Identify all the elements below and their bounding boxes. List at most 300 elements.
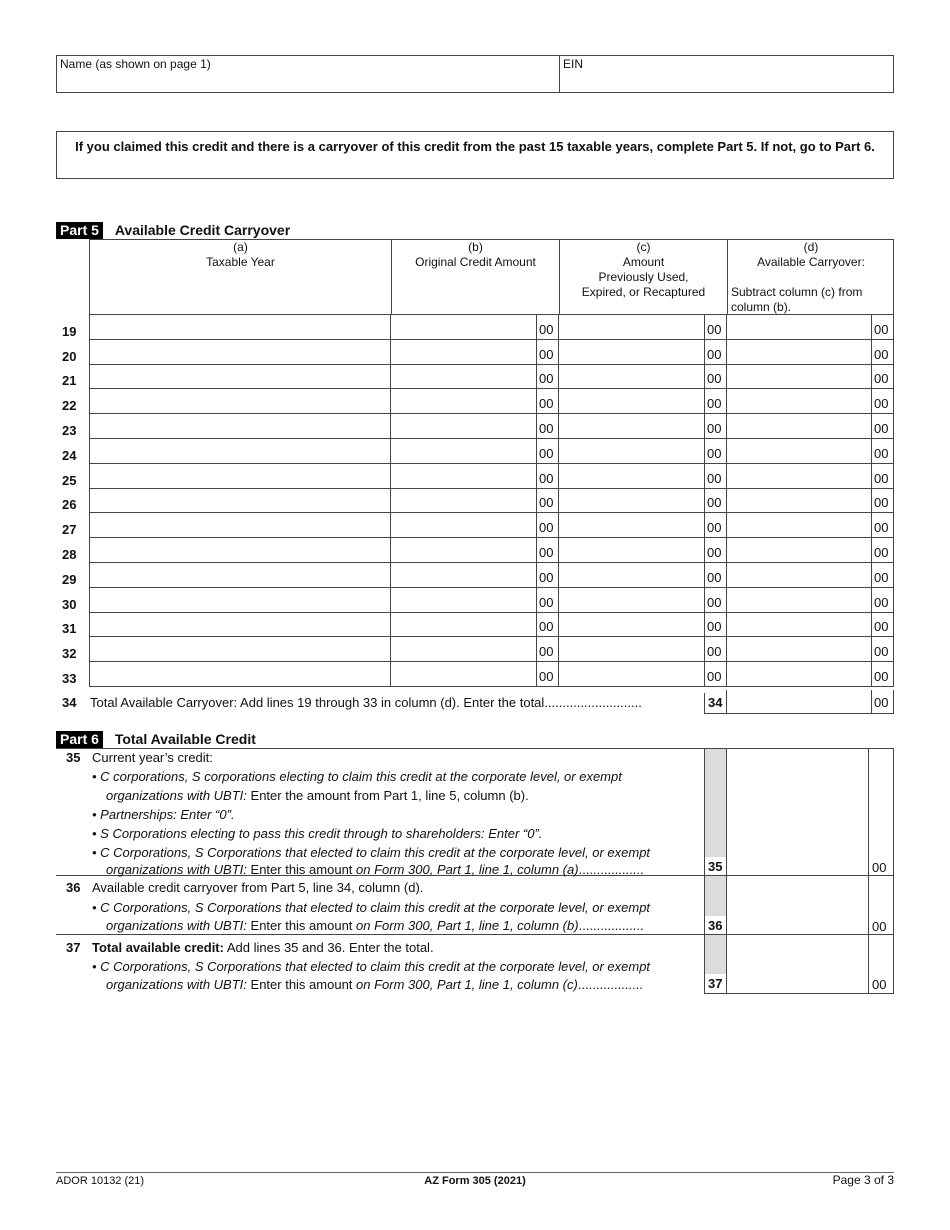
original-credit-input[interactable] — [394, 442, 534, 464]
text: Enter this amount — [246, 918, 357, 933]
cents-label: 00 — [539, 520, 554, 535]
cents-label: 00 — [874, 669, 889, 684]
cents-divider — [871, 588, 872, 613]
text: Enter this amount — [246, 862, 357, 877]
column-divider — [390, 662, 391, 687]
cents-divider — [536, 662, 537, 687]
amount-used-input[interactable] — [562, 665, 702, 687]
line-number: 31 — [62, 621, 77, 636]
table-row — [0, 389, 950, 414]
part6-box-left — [704, 748, 705, 994]
column-divider — [390, 464, 391, 489]
part5-label: Part 5 — [56, 222, 103, 239]
column-divider — [89, 464, 90, 489]
original-credit-input[interactable] — [394, 367, 534, 389]
column-divider — [893, 662, 894, 687]
original-credit-input[interactable] — [394, 541, 534, 563]
column-divider — [89, 513, 90, 538]
column-letter: (a) — [233, 240, 248, 254]
taxable-year-input[interactable] — [93, 640, 387, 662]
original-credit-input[interactable] — [394, 566, 534, 588]
name-ein-box — [56, 55, 894, 93]
amount-used-input[interactable] — [562, 343, 702, 365]
cents-label: 00 — [707, 669, 722, 684]
column-divider — [558, 662, 559, 687]
table-row — [0, 439, 950, 464]
line-34-row — [0, 690, 950, 714]
cents-divider — [704, 489, 705, 513]
column-divider — [390, 439, 391, 464]
taxable-year-input[interactable] — [93, 367, 387, 389]
cents-label: 00 — [707, 619, 722, 634]
column-divider — [390, 315, 391, 340]
cents-label: 00 — [874, 495, 889, 510]
column-divider — [893, 464, 894, 489]
cents-label: 00 — [539, 371, 554, 386]
cents-divider — [704, 315, 705, 340]
part6-box-right — [726, 748, 727, 994]
cents-divider — [704, 365, 705, 389]
line-37-amount-input[interactable] — [729, 970, 868, 992]
italic-text: organizations with UBTI: — [106, 788, 247, 803]
line-number: 26 — [62, 497, 77, 512]
italic-text: organizations with UBTI: — [106, 918, 247, 933]
taxable-year-input[interactable] — [93, 541, 387, 563]
cents-label: 00 — [874, 322, 889, 337]
column-divider — [726, 414, 727, 439]
cents-divider — [704, 439, 705, 464]
column-divider — [558, 538, 559, 563]
cents-divider — [536, 365, 537, 389]
line-number: 28 — [62, 547, 77, 562]
taxable-year-input[interactable] — [93, 343, 387, 365]
column-divider — [89, 315, 90, 340]
line-35-bullet-3: • S Corporations electing to pass this credit through to shareholders: Enter “0”. — [92, 826, 543, 841]
table-row — [0, 513, 950, 538]
available-carryover-input[interactable] — [730, 442, 870, 464]
taxable-year-input[interactable] — [93, 615, 387, 637]
cents-label: 00 — [872, 860, 887, 875]
column-divider — [390, 637, 391, 662]
cents-divider — [704, 538, 705, 563]
amount-used-input[interactable] — [562, 467, 702, 489]
column-letter: (b) — [468, 240, 483, 254]
cents-label: 00 — [707, 471, 722, 486]
original-credit-input[interactable] — [394, 417, 534, 439]
cents-divider — [704, 414, 705, 439]
text: Enter this amount — [246, 977, 357, 992]
line-36-shade — [705, 876, 726, 916]
column-divider — [893, 414, 894, 439]
line-number: 33 — [62, 671, 77, 686]
column-label: Previously Used, — [598, 270, 689, 284]
original-credit-input[interactable] — [394, 640, 534, 662]
cents-label: 00 — [874, 619, 889, 634]
column-divider — [558, 414, 559, 439]
amount-used-input[interactable] — [562, 640, 702, 662]
column-divider — [726, 489, 727, 513]
amount-used-input[interactable] — [562, 541, 702, 563]
table-row — [0, 340, 950, 365]
footer-rule — [56, 1172, 894, 1173]
column-divider — [893, 538, 894, 563]
available-carryover-input[interactable] — [730, 417, 870, 439]
column-label: column (b). — [731, 300, 792, 314]
cents-label: 00 — [707, 495, 722, 510]
amount-used-input[interactable] — [562, 318, 702, 340]
table-row — [0, 315, 950, 340]
available-carryover-input[interactable] — [730, 640, 870, 662]
box-bottom — [704, 713, 726, 714]
cents-label: 00 — [707, 545, 722, 560]
column-divider — [726, 365, 727, 389]
available-carryover-input[interactable] — [730, 491, 870, 513]
cents-divider — [871, 439, 872, 464]
taxable-year-input[interactable] — [93, 665, 387, 687]
cents-divider — [704, 464, 705, 489]
amount-used-input[interactable] — [562, 491, 702, 513]
column-divider — [390, 340, 391, 365]
italic-text: organizations with UBTI: — [106, 862, 247, 877]
available-carryover-input[interactable] — [730, 665, 870, 687]
text: Enter the amount from Part 1, line 5, column (b). — [246, 788, 529, 803]
cents-divider — [871, 365, 872, 389]
cents-label: 00 — [707, 570, 722, 585]
column-divider — [726, 613, 727, 637]
column-b-header — [391, 240, 559, 314]
column-divider — [558, 563, 559, 588]
column-divider — [390, 588, 391, 613]
line-37-bullet-1-cont — [106, 977, 643, 992]
part6-label: Part 6 — [56, 731, 103, 748]
column-divider — [89, 439, 90, 464]
cents-divider — [536, 489, 537, 513]
cents-label: 00 — [539, 322, 554, 337]
italic-text: on Form 300, Part 1, line 1, column (b) — [356, 918, 579, 933]
column-divider — [89, 563, 90, 588]
cents-label: 00 — [707, 520, 722, 535]
table-row — [0, 414, 950, 439]
column-divider — [726, 389, 727, 414]
column-divider — [893, 637, 894, 662]
column-divider — [893, 365, 894, 389]
original-credit-input[interactable] — [394, 343, 534, 365]
box-divider — [704, 693, 705, 713]
column-divider — [558, 464, 559, 489]
cents-divider — [536, 513, 537, 538]
line-35-amount-input[interactable] — [729, 853, 868, 875]
line-number: 35 — [66, 750, 81, 765]
line-37-bullet-1: • C Corporations, S Corporations that elected to claim this credit at the corporate level, or exempt — [92, 959, 651, 974]
available-carryover-input[interactable] — [730, 367, 870, 389]
column-divider — [893, 315, 894, 340]
cents-label: 00 — [874, 520, 889, 535]
part5-header — [56, 222, 290, 239]
part5-title: Available Credit Carryover — [114, 222, 291, 238]
italic-text: organizations with UBTI: — [106, 977, 247, 992]
cents-divider — [536, 563, 537, 588]
part6-right-border — [893, 748, 894, 994]
column-divider — [558, 489, 559, 513]
ein-label: EIN — [563, 57, 584, 71]
row-underline — [89, 686, 894, 687]
taxable-year-input[interactable] — [93, 318, 387, 340]
line-36-head: Available credit carryover from Part 5, line 34, column (d). — [92, 880, 424, 895]
cents-label: 00 — [874, 595, 889, 610]
amount-used-input[interactable] — [562, 516, 702, 538]
part6-header — [56, 731, 256, 748]
column-c-header — [559, 240, 727, 314]
column-divider — [390, 613, 391, 637]
leader-dots: .................. — [577, 977, 643, 992]
available-carryover-input[interactable] — [730, 591, 870, 613]
column-divider — [558, 315, 559, 340]
cents-divider — [536, 588, 537, 613]
line-35-bullet-1-cont — [106, 788, 529, 803]
taxable-year-input[interactable] — [93, 442, 387, 464]
taxable-year-input[interactable] — [93, 566, 387, 588]
text: Add lines 35 and 36. Enter the total. — [223, 940, 434, 955]
line-35-bullet-1: • C corporations, S corporations electing to claim this credit at the corporate level, or exempt — [92, 769, 622, 784]
taxable-year-input[interactable] — [93, 417, 387, 439]
cents-label: 00 — [874, 396, 889, 411]
original-credit-input[interactable] — [394, 591, 534, 613]
column-divider — [89, 489, 90, 513]
line-34-amount-input[interactable] — [730, 692, 870, 714]
column-divider — [726, 588, 727, 613]
column-divider — [893, 389, 894, 414]
original-credit-input[interactable] — [394, 392, 534, 414]
cents-divider — [871, 340, 872, 365]
column-label: Original Credit Amount — [415, 255, 536, 269]
cents-divider — [536, 538, 537, 563]
cents-label: 00 — [539, 421, 554, 436]
available-carryover-input[interactable] — [730, 343, 870, 365]
cents-label: 00 — [539, 495, 554, 510]
line-number: 32 — [62, 646, 77, 661]
cents-label: 00 — [707, 322, 722, 337]
line-35-bullet-2: • Partnerships: Enter “0”. — [92, 807, 235, 822]
cents-divider — [871, 538, 872, 563]
column-divider — [893, 489, 894, 513]
column-divider — [390, 563, 391, 588]
cents-divider — [871, 690, 872, 713]
column-d-header — [727, 240, 894, 314]
line-number: 36 — [66, 880, 81, 895]
cents-label: 00 — [872, 919, 887, 934]
line-number: 21 — [62, 373, 77, 388]
original-credit-input[interactable] — [394, 467, 534, 489]
cents-divider — [871, 489, 872, 513]
ein-input[interactable] — [563, 74, 883, 90]
line-35-shade — [705, 749, 726, 857]
cents-label: 00 — [539, 347, 554, 362]
column-divider — [89, 662, 90, 687]
line-number: 19 — [62, 324, 77, 339]
cents-divider — [704, 563, 705, 588]
column-letter: (c) — [636, 240, 651, 254]
cents-label: 00 — [707, 421, 722, 436]
column-divider — [390, 538, 391, 563]
column-divider — [89, 340, 90, 365]
column-divider — [558, 637, 559, 662]
line-35-head: Current year’s credit: — [92, 750, 213, 765]
column-divider — [89, 588, 90, 613]
cents-divider — [704, 637, 705, 662]
available-carryover-input[interactable] — [730, 318, 870, 340]
table-row — [0, 464, 950, 489]
available-carryover-input[interactable] — [730, 541, 870, 563]
line-37-head — [92, 940, 434, 955]
line-number: 27 — [62, 522, 77, 537]
name-input[interactable] — [60, 74, 541, 90]
cents-divider — [704, 588, 705, 613]
column-divider — [893, 588, 894, 613]
taxable-year-input[interactable] — [93, 392, 387, 414]
column-a-header — [90, 240, 391, 314]
column-divider — [726, 637, 727, 662]
column-divider — [89, 365, 90, 389]
cents-label: 00 — [539, 669, 554, 684]
column-divider — [390, 489, 391, 513]
italic-text: on Form 300, Part 1, line 1, column (c) — [356, 977, 578, 992]
column-divider — [726, 464, 727, 489]
line-number: 37 — [66, 940, 81, 955]
column-divider — [390, 365, 391, 389]
cents-divider — [536, 439, 537, 464]
taxable-year-input[interactable] — [93, 591, 387, 613]
available-carryover-input[interactable] — [730, 467, 870, 489]
line-number: 24 — [62, 448, 77, 463]
amount-used-input[interactable] — [562, 417, 702, 439]
table-row — [0, 613, 950, 637]
column-divider — [390, 389, 391, 414]
instruction-notice: If you claimed this credit and there is a carryover of this credit from the past 15 taxable years, complete Part 5. If not, go to Part 6. — [56, 131, 894, 179]
column-divider — [558, 513, 559, 538]
original-credit-input[interactable] — [394, 516, 534, 538]
column-divider — [89, 613, 90, 637]
amount-used-input[interactable] — [562, 566, 702, 588]
table-row — [0, 489, 950, 513]
line-number: 23 — [62, 423, 77, 438]
taxable-year-input[interactable] — [93, 491, 387, 513]
column-divider — [726, 340, 727, 365]
cents-divider — [871, 389, 872, 414]
cents-divider — [536, 637, 537, 662]
line-36-amount-input[interactable] — [729, 912, 868, 934]
cents-divider — [704, 340, 705, 365]
original-credit-input[interactable] — [394, 318, 534, 340]
taxable-year-input[interactable] — [93, 516, 387, 538]
cents-divider — [871, 563, 872, 588]
column-divider — [558, 389, 559, 414]
cents-label: 00 — [539, 644, 554, 659]
column-divider — [558, 588, 559, 613]
cents-divider — [704, 613, 705, 637]
box-divider — [893, 690, 894, 713]
cents-label: 00 — [539, 619, 554, 634]
cents-label: 00 — [874, 570, 889, 585]
line-box-number: 36 — [708, 918, 723, 933]
cents-divider — [871, 662, 872, 687]
amount-used-input[interactable] — [562, 367, 702, 389]
footer-page-number: Page 3 of 3 — [832, 1173, 894, 1187]
column-divider — [726, 315, 727, 340]
line-36-bullet-1-cont — [106, 918, 644, 933]
cents-label: 00 — [539, 446, 554, 461]
table-row — [0, 662, 950, 687]
cents-divider — [871, 637, 872, 662]
amount-used-input[interactable] — [562, 392, 702, 414]
table-row — [0, 588, 950, 613]
column-divider — [726, 563, 727, 588]
available-carryover-input[interactable] — [730, 566, 870, 588]
line-number: 25 — [62, 473, 77, 488]
available-carryover-input[interactable] — [730, 615, 870, 637]
line-37-bottom — [704, 993, 894, 994]
cents-label: 00 — [539, 595, 554, 610]
line-36-bottom — [56, 934, 894, 935]
table-row — [0, 563, 950, 588]
line-34-label: Total Available Carryover: Add lines 19 through 33 in column (d). Enter the total — [90, 695, 545, 710]
column-divider — [89, 538, 90, 563]
cents-divider — [871, 513, 872, 538]
column-divider — [893, 563, 894, 588]
amount-used-input[interactable] — [562, 591, 702, 613]
original-credit-input[interactable] — [394, 615, 534, 637]
cents-divider — [536, 340, 537, 365]
original-credit-input[interactable] — [394, 491, 534, 513]
taxable-year-input[interactable] — [93, 467, 387, 489]
part6-top-rule — [56, 748, 894, 749]
available-carryover-input[interactable] — [730, 516, 870, 538]
cents-label: 00 — [707, 644, 722, 659]
amount-used-input[interactable] — [562, 442, 702, 464]
part6-cents-divider — [868, 748, 869, 994]
leader-dots: .................. — [578, 918, 644, 933]
cents-divider — [871, 464, 872, 489]
column-label: Expired, or Recaptured — [581, 285, 706, 299]
original-credit-input[interactable] — [394, 665, 534, 687]
column-divider — [558, 439, 559, 464]
cents-divider — [871, 414, 872, 439]
cents-divider — [536, 389, 537, 414]
line-35-bullet-4-cont — [106, 862, 644, 877]
cents-label: 00 — [872, 977, 887, 992]
cents-divider — [536, 464, 537, 489]
cents-label: 00 — [874, 545, 889, 560]
column-divider — [726, 513, 727, 538]
amount-used-input[interactable] — [562, 615, 702, 637]
column-spacer — [728, 270, 894, 285]
line-number: 34 — [62, 695, 77, 710]
column-divider — [893, 340, 894, 365]
available-carryover-input[interactable] — [730, 392, 870, 414]
cents-label: 00 — [707, 595, 722, 610]
line-box-number: 34 — [708, 695, 723, 710]
cents-label: 00 — [539, 545, 554, 560]
cents-label: 00 — [707, 396, 722, 411]
column-label: Subtract column (c) from — [731, 285, 863, 299]
footer-form-title: AZ Form 305 (2021) — [424, 1175, 526, 1187]
cents-label: 00 — [539, 570, 554, 585]
cents-label: 00 — [874, 644, 889, 659]
leader-dots: ........................... — [544, 695, 642, 710]
name-field-cell — [57, 56, 560, 92]
line-box-number: 37 — [708, 976, 723, 991]
ein-field-cell — [560, 56, 893, 92]
box-divider — [726, 690, 727, 713]
